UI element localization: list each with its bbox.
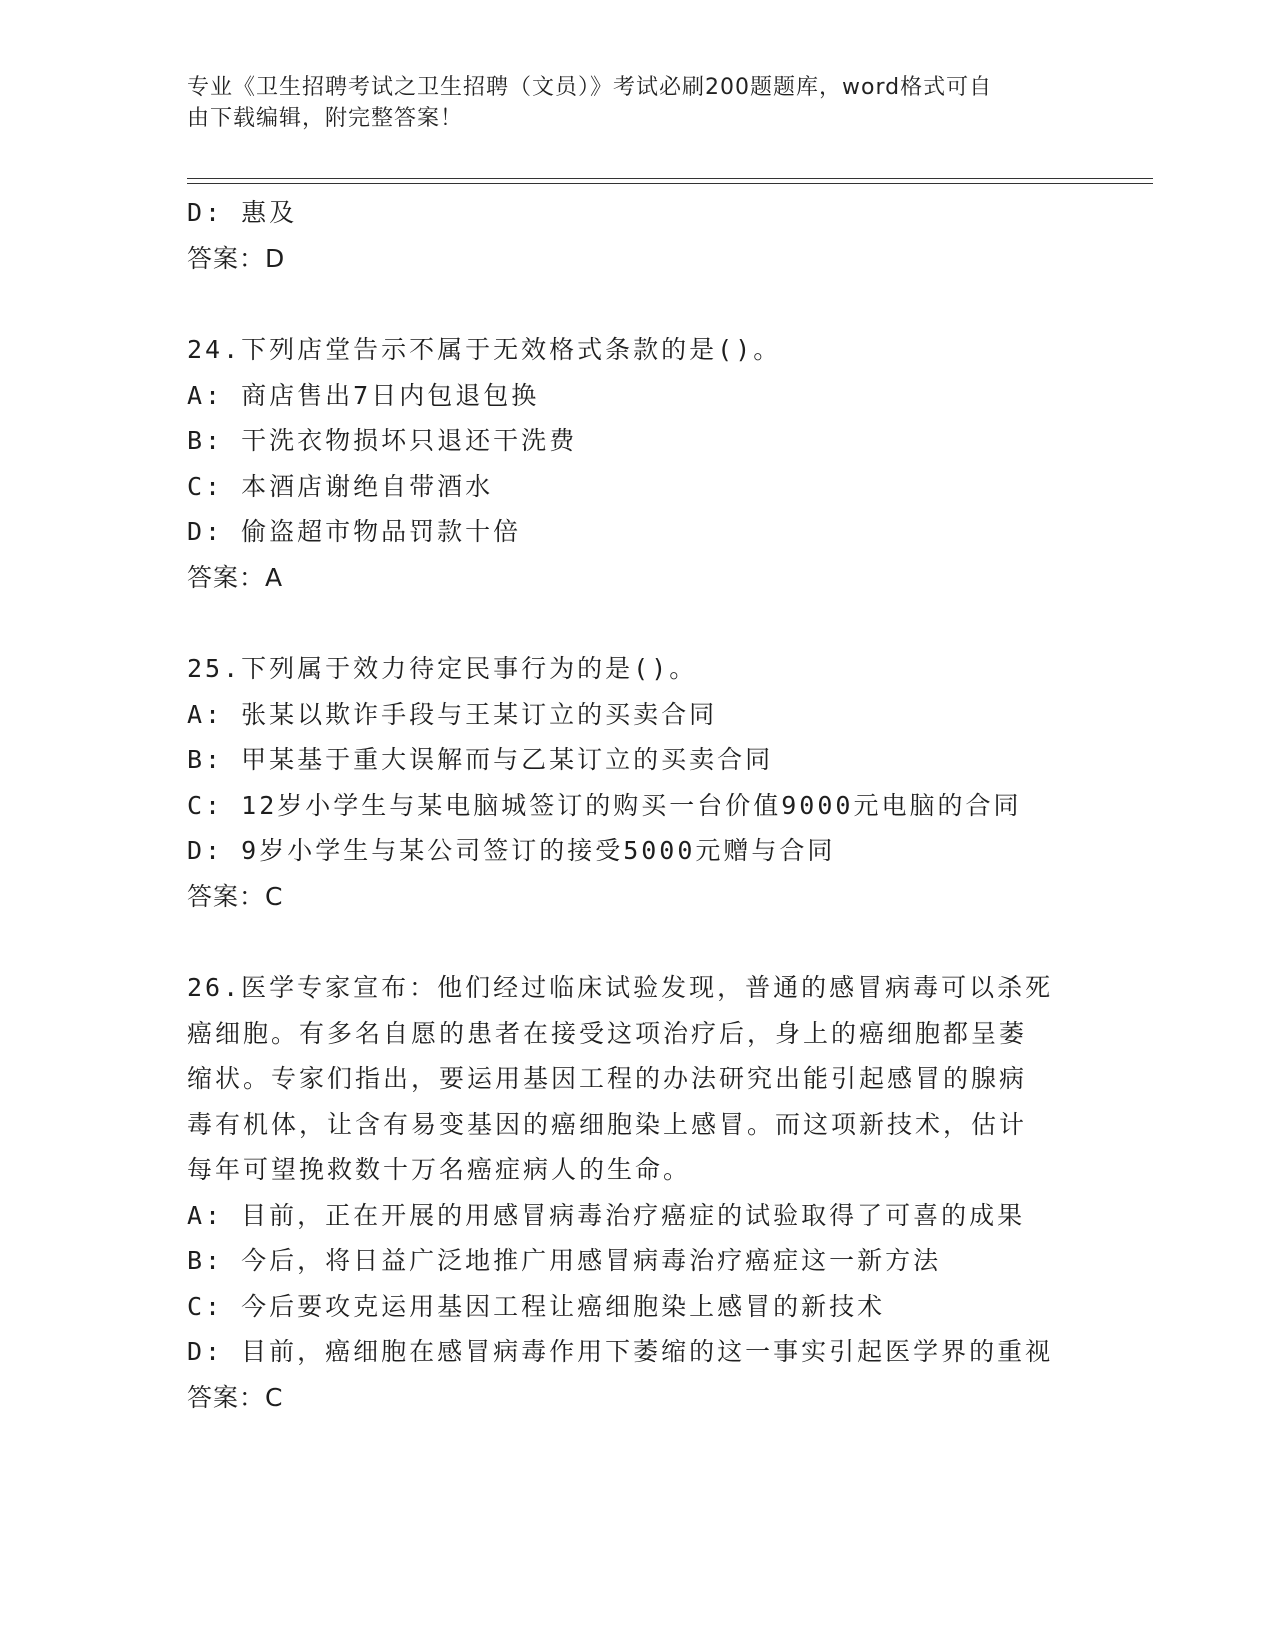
previous-question-tail [187, 190, 1087, 281]
question-24 [187, 327, 1087, 600]
header-divider-top [187, 178, 1153, 179]
document-header [187, 72, 1067, 134]
option-a: A: 商店售出7日内包退包换 [187, 380, 540, 410]
option-d: D: 9岁小学生与某公司签订的接受5000元赠与合同 [187, 836, 836, 865]
answer-line: 答案：C [187, 881, 284, 911]
question-stem-line-3: 缩状。专家们指出，要运用基因工程的办法研究出能引起感冒的腺病 [187, 1064, 1028, 1093]
answer-line: 答案：A [187, 562, 284, 592]
option-d: D: 惠及 [187, 198, 298, 227]
answer-line: 答案：C [187, 1382, 284, 1412]
header-line-2: 由下载编辑，附完整答案！ [187, 106, 464, 131]
question-stem: 24.下列店堂告示不属于无效格式条款的是()。 [187, 335, 782, 364]
option-b: B: 今后，将日益广泛地推广用感冒病毒治疗癌症这一新方法 [187, 1246, 942, 1275]
option-a: A: 张某以欺诈手段与王某订立的买卖合同 [187, 699, 718, 729]
option-c: C: 今后要攻克运用基因工程让癌细胞染上感冒的新技术 [187, 1291, 886, 1321]
question-26 [187, 965, 1087, 1420]
question-25 [187, 646, 1087, 919]
question-stem: 25.下列属于效力待定民事行为的是()。 [187, 654, 698, 683]
question-stem-line-5: 每年可望挽救数十万名癌症病人的生命。 [187, 1155, 692, 1184]
option-c: C: 12岁小学生与某电脑城签订的购买一台价值9000元电脑的合同 [187, 790, 1022, 820]
option-a: A: 目前，正在开展的用感冒病毒治疗癌症的试验取得了可喜的成果 [187, 1200, 1026, 1230]
option-b: B: 甲某基于重大误解而与乙某订立的买卖合同 [187, 745, 774, 774]
answer-line: 答案：D [187, 243, 286, 273]
option-d: D: 目前，癌细胞在感冒病毒作用下萎缩的这一事实引起医学界的重视 [187, 1337, 1054, 1366]
header-divider-bottom [187, 183, 1153, 184]
option-c: C: 本酒店谢绝自带酒水 [187, 471, 494, 501]
option-d: D: 偷盗超市物品罚款十倍 [187, 517, 522, 546]
option-b: B: 干洗衣物损坏只退还干洗费 [187, 426, 578, 455]
question-content [187, 190, 1087, 1420]
header-line-1: 专业《卫生招聘考试之卫生招聘（文员）》考试必刷200题题库，word格式可自 [187, 75, 993, 100]
question-stem-line-4: 毒有机体，让含有易变基因的癌细胞染上感冒。而这项新技术，估计 [187, 1109, 1028, 1139]
question-stem-line-2: 癌细胞。有多名自愿的患者在接受这项治疗后，身上的癌细胞都呈萎 [187, 1018, 1028, 1048]
question-stem-line-1: 26.医学专家宣布：他们经过临床试验发现，普通的感冒病毒可以杀死 [187, 973, 1054, 1002]
